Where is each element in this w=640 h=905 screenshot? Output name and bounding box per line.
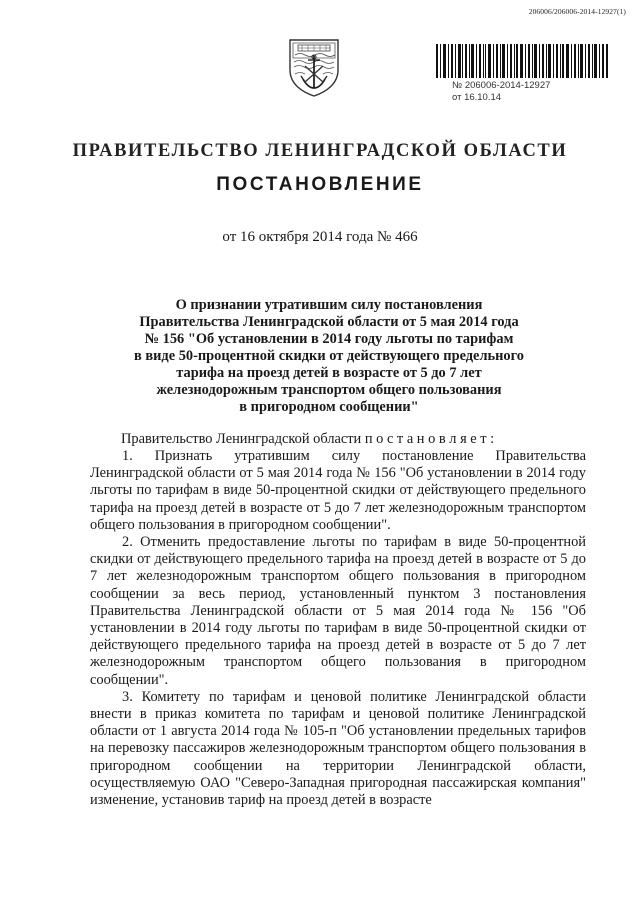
leningrad-oblast-coat-of-arms-icon (286, 36, 342, 98)
resolution-body (90, 448, 586, 809)
resolution-intro: Правительство Ленинградской области п о с т а н о в л я е т : (121, 431, 495, 447)
registration-date: от 16.10.14 (452, 92, 502, 103)
resolution-subject (90, 297, 568, 416)
barcode-block (436, 44, 608, 104)
document-date-number: от 16 октября 2014 года № 466 (222, 229, 418, 245)
government-title: ПРАВИТЕЛЬСТВО ЛЕНИНГРАДСКОЙ ОБЛАСТИ (72, 141, 568, 161)
subject-line: в пригородном сообщении" (239, 399, 419, 415)
subject-line: О признании утратившим силу постановления (175, 297, 483, 313)
document-type-title: ПОСТАНОВЛЕНИЕ (216, 174, 424, 195)
registration-number: № 206006-2014-12927 (452, 80, 551, 91)
subject-line: в виде 50-процентной скидки от действующего предельного (134, 348, 524, 364)
barcode-icon (436, 44, 608, 78)
paragraph-2: 2. Отменить предоставление льготы по тарифам в виде 50-процентной скидки от действующего предельного тарифа на проезд детей в возрасте от 5 до 7 лет железнодорожным транспортом общего пользования в пригородном сообщении за весь период, установленный пунктом 3 постановления Правительства Ленинградской области от 5 мая 2014 года № 156 "Об установлении в 2014 году льготы по тарифам в виде 50-процентной скидки от действующего предельного тарифа на проезд детей в возрасте от 5 до 7 лет железнодорожным транспортом общего пользования в пригородном сообщении". (90, 534, 586, 688)
paragraph-3: 3. Комитету по тарифам и ценовой политике Ленинградской области внести в приказ комитета по тарифам и ценовой политике Ленинградской области от 1 августа 2014 года № 105-п "Об установлении предельных тарифов на перевозку пассажиров железнодорожным транспортом общего пользования в пригородном сообщении на территории Ленинградской области, осуществляемую ОАО "Северо-Западная пригородная пассажирская компания" изменение, установив тариф на проезд детей в возрасте (90, 688, 586, 809)
subject-line: № 156 "Об установлении в 2014 году льготы по тарифам (144, 331, 514, 347)
document-id: 206006/206006-2014-12927(1) (528, 7, 626, 16)
paragraph-1: 1. Признать утратившим силу постановление Правительства Ленинградской области от 5 мая 2014 года № 156 "Об установлении в 2014 году льготы по тарифам в виде 50-процентной скидки от действующего предельного тарифа на проезд детей в возрасте от 5 до 7 лет железнодорожным транспортом общего пользования в пригородном сообщении". (90, 448, 586, 533)
subject-line: тарифа на проезд детей в возрасте от 5 до 7 лет (176, 365, 482, 381)
subject-line: Правительства Ленинградской области от 5 мая 2014 года (139, 314, 519, 330)
subject-line: железнодорожным транспортом общего пользования (156, 382, 502, 398)
